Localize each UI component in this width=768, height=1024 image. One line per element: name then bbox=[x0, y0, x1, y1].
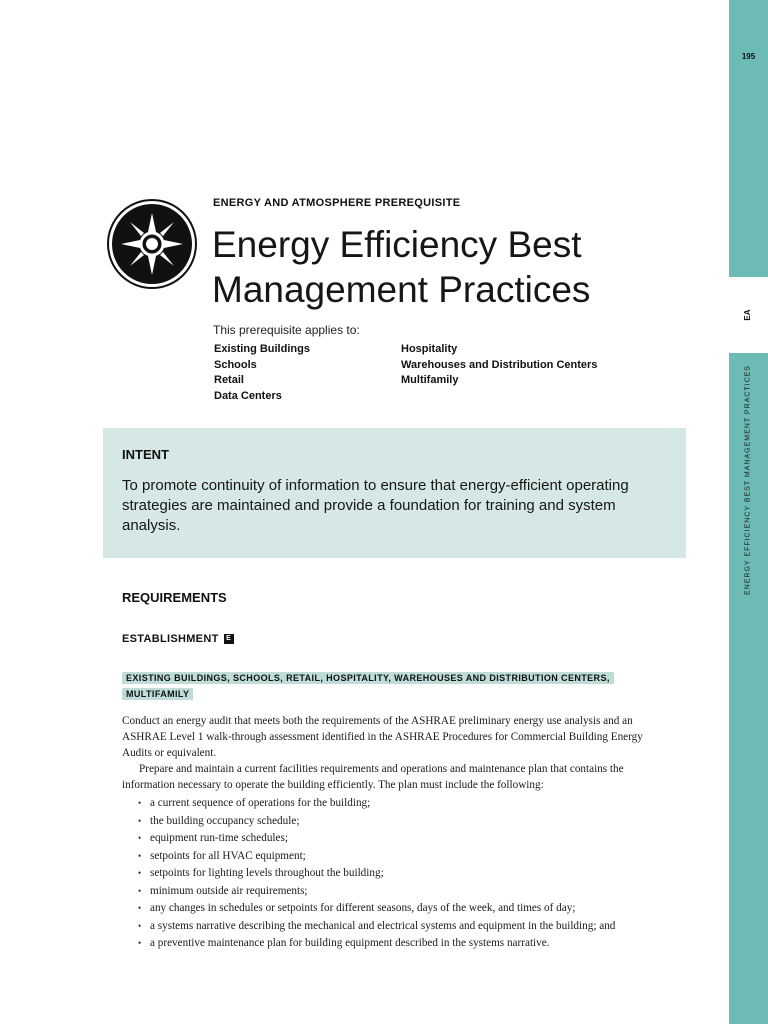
applies-to-item: Existing Buildings bbox=[214, 343, 310, 355]
applies-to-column-2 bbox=[401, 342, 597, 389]
intent-heading: INTENT bbox=[122, 447, 169, 462]
sun-compass-icon bbox=[107, 199, 197, 289]
requirements-paragraph-2: Prepare and maintain a current facilities requirements and operations and maintenance plan that contains the information necessary to operate the building efficiently. The plan must include the following: bbox=[122, 763, 624, 791]
section-tag: EA bbox=[742, 309, 752, 321]
intent-box bbox=[103, 428, 686, 558]
establishment-badge: E bbox=[224, 634, 234, 644]
applies-to-item: Warehouses and Distribution Centers bbox=[401, 358, 598, 371]
list-item: • setpoints for lighting levels throughout the building; bbox=[122, 865, 654, 883]
applicability-highlight bbox=[122, 670, 662, 702]
requirements-paragraph-1: Conduct an energy audit that meets both the requirements of the ASHRAE preliminary energy use analysis and an ASHRAE Level 1 walk-through assessment identified in the ASHRAE Procedures for Commercial Building Energy Audits or equivalent. bbox=[122, 715, 643, 759]
list-item: • a current sequence of operations for the building; bbox=[122, 795, 654, 813]
requirements-bullet-list bbox=[122, 795, 654, 953]
list-item: • equipment run-time schedules; bbox=[122, 830, 654, 848]
applies-to-label: This prerequisite applies to: bbox=[213, 323, 360, 337]
list-item: • minimum outside air requirements; bbox=[122, 883, 654, 901]
establishment-label: ESTABLISHMENT bbox=[122, 633, 219, 645]
establishment-heading bbox=[122, 633, 234, 645]
applies-to-item: Multifamily bbox=[401, 374, 459, 386]
page-title: Energy Efficiency Best Management Practices bbox=[212, 224, 591, 310]
intent-text: To promote continuity of information to ensure that energy-efficient operating strategies are maintained and provide a foundation for training and system analysis. bbox=[122, 477, 629, 534]
list-item: • a preventive maintenance plan for building equipment described in the systems narrative. bbox=[122, 935, 654, 953]
side-running-title: ENERGY EFFICIENCY BEST MANAGEMENT PRACTICES bbox=[744, 365, 752, 595]
requirements-heading: REQUIREMENTS bbox=[122, 590, 227, 605]
list-item: • setpoints for all HVAC equipment; bbox=[122, 848, 654, 866]
side-title-container bbox=[729, 355, 768, 605]
applies-to-column-1 bbox=[214, 342, 310, 404]
credit-category-eyebrow: ENERGY AND ATMOSPHERE PREREQUISITE bbox=[213, 197, 461, 209]
applies-to-item: Hospitality bbox=[401, 343, 458, 355]
sidebar-accent-top bbox=[729, 0, 768, 277]
page-number: 195 bbox=[741, 52, 756, 61]
applies-to-item: Data Centers bbox=[214, 389, 282, 402]
applies-to-item: Retail bbox=[214, 374, 244, 386]
list-item: • any changes in schedules or setpoints for different seasons, days of the week, and times of day; bbox=[122, 900, 654, 918]
applicability-highlight-text: EXISTING BUILDINGS, SCHOOLS, RETAIL, HOSPITALITY, WAREHOUSES AND DISTRIBUTION CENTERS, MULTIFAMILY bbox=[122, 672, 614, 700]
list-item: • the building occupancy schedule; bbox=[122, 813, 654, 831]
list-item: • a systems narrative describing the mechanical and electrical systems and equipment in the building; and bbox=[122, 918, 654, 936]
requirements-body bbox=[122, 713, 654, 953]
applies-to-item: Schools bbox=[214, 358, 257, 371]
